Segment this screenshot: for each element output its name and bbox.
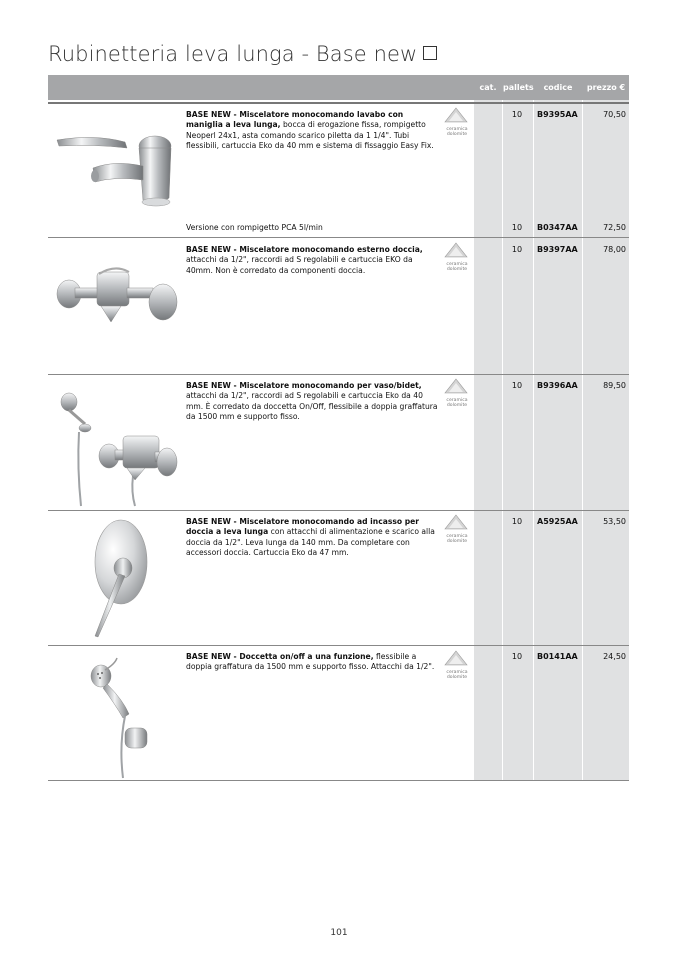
pallets-value: 10 [511,245,523,254]
ceramica-dolomite-logo-icon [444,242,468,258]
row-separator [48,645,629,646]
brand-logo: ceramica dolomite [444,242,470,276]
pallets-value: 10 [511,381,523,390]
concealed-shower-mixer-image [85,516,155,641]
product-code: B0141AA [537,652,578,661]
product-code: B9396AA [537,381,578,390]
row-separator [48,374,629,375]
variant-description: Versione con rompigetto PCA 5l/min [186,223,323,232]
product-price: 53,50 [603,517,626,526]
product-price: 70,50 [603,110,626,119]
row-separator [48,102,629,104]
header-codice: codice [543,83,573,92]
ceramica-dolomite-logo-icon [444,514,468,530]
column-divider [533,75,534,780]
page-title: Rubinetteria leva lunga - Base new [48,42,437,66]
product-price: 72,50 [603,223,626,232]
brand-logo: ceramica dolomite [444,514,470,548]
brand-logo: ceramica dolomite [444,650,470,684]
product-code: B9395AA [537,110,578,119]
checkbox-square-icon [423,46,437,60]
pallets-value: 10 [511,517,523,526]
shower-mixer-image [55,262,180,332]
row-separator [48,237,629,238]
product-price: 89,50 [603,381,626,390]
product-description: BASE NEW - Miscelatore monocomando esterno doccia, attacchi da 1/2", raccordi ad S regolabili e cartuccia EKO da 40mm. Non è corredato da componenti doccia. [186,245,423,275]
pallets-value: 10 [511,110,523,119]
brand-logo: ceramica dolomite [444,378,470,412]
product-price: 78,00 [603,245,626,254]
ceramica-dolomite-logo-icon [444,107,468,123]
header-prezzo: prezzo € [586,83,626,92]
hand-shower-image [85,656,155,780]
table-header [48,75,629,100]
row-separator [48,780,629,781]
brand-logo: ceramica dolomite [444,107,470,141]
bidet-mixer-image [55,388,180,508]
product-description: BASE NEW - Doccetta on/off a una funzione, flessibile a doppia graffatura da 1500 mm e supporto fisso. Attacchi da 1/2". [186,652,435,672]
cat-column-bg [474,100,629,780]
header-cat: cat. [479,83,497,92]
product-code: A5925AA [537,517,578,526]
product-description: BASE NEW - Miscelatore monocomando ad incasso per doccia a leva lunga con attacchi di alimentazione e scarico alla doccia da 1/2". Leva lunga da 140 mm. Da completare con accessori doccia. Cartuccia Eko da 47 mm. [186,517,435,558]
product-code: B0347AA [537,223,578,232]
row-separator [48,510,629,511]
ceramica-dolomite-logo-icon [444,378,468,394]
product-code: B9397AA [537,245,578,254]
pallets-value: 10 [511,652,523,661]
product-price: 24,50 [603,652,626,661]
pallets-value: 10 [511,223,523,232]
column-divider [502,75,503,780]
basin-mixer-image [55,120,175,215]
page-number: 101 [330,928,348,938]
column-divider [582,75,583,780]
header-pallets: pallets [503,83,534,92]
product-description: BASE NEW - Miscelatore monocomando lavabo con maniglia a leva lunga, bocca di erogazione fissa, rompigetto Neoperl 24x1, asta comando scarico piletta da 1 1/4". Tubi flessibili, cartuccia Eko da 40 mm e sistema di fissaggio Easy Fix. [186,110,434,151]
ceramica-dolomite-logo-icon [444,650,468,666]
product-description: BASE NEW - Miscelatore monocomando per vaso/bidet, attacchi da 1/2", raccordi ad S regolabili e cartuccia Eko da 40 mm. È corredato da doccetta On/Off, flessibile a doppia graffatura da 1500 mm e supporto fisso. [186,381,438,422]
